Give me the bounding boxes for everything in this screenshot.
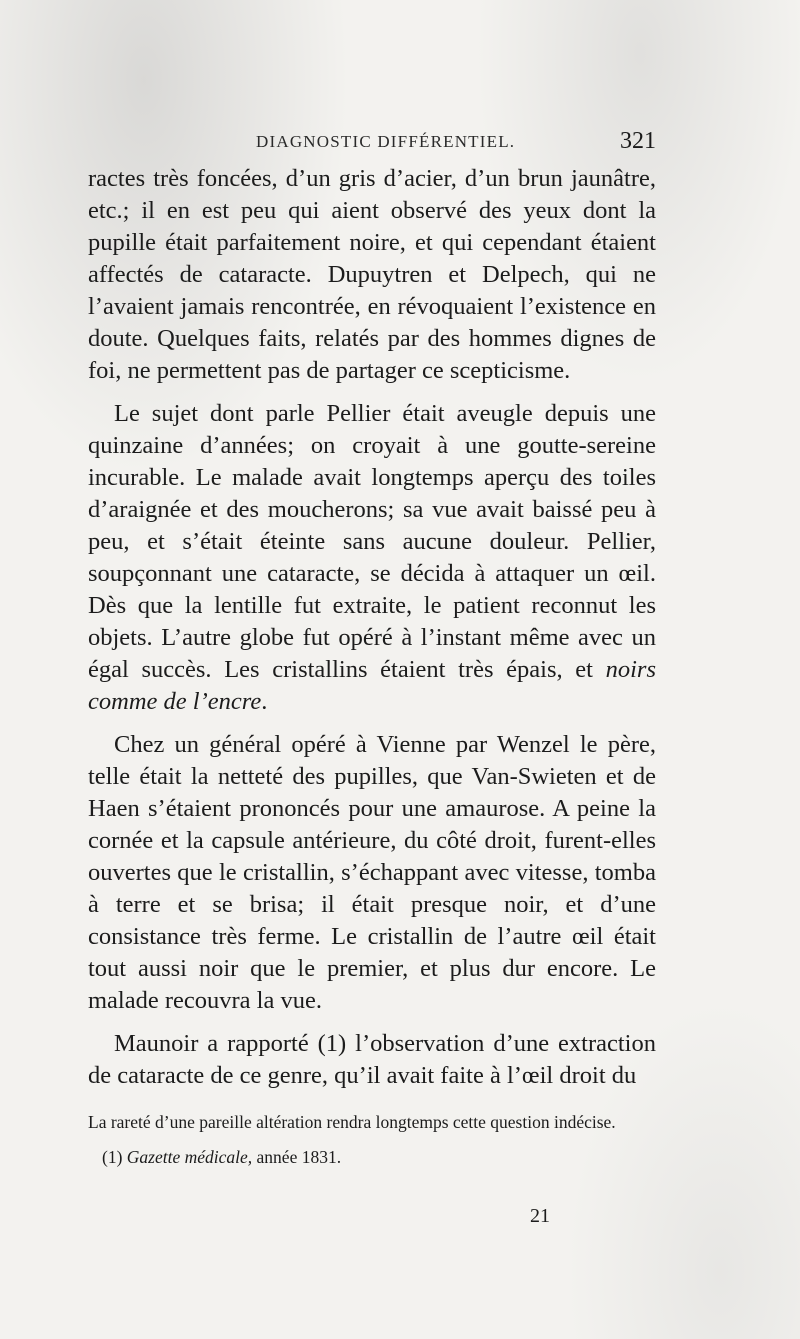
footnote-marker: (1) — [102, 1147, 123, 1167]
paragraph-2-end: . — [261, 688, 268, 715]
footnote-continuation: La rareté d’une pareille altération rendra longtemps cette question indécise. — [88, 1112, 616, 1132]
main-text — [88, 163, 656, 1103]
printer-signature: 21 — [530, 1205, 550, 1227]
paragraph-4: Maunoir a rapporté (1) l’observation d’une extraction de cataracte de ce genre, qu’il avait faite à l’œil droit du — [88, 1030, 656, 1089]
page-number: 321 — [620, 128, 656, 154]
paragraph-2 — [88, 398, 656, 718]
page-header — [88, 128, 656, 158]
footnotes — [88, 1112, 656, 1168]
footnote-year: année 1831. — [256, 1147, 342, 1167]
paragraph-3: Chez un général opéré à Vienne par Wenzel le père, telle était la netteté des pupilles, que Van-Swieten et de Haen s’étaient prononcés pour une amaurose. A peine la cornée et la capsule antérieure, du côté droit, furent-elles ouvertes que le cristallin, s’échappant avec vitesse, tomba à terre et se brisa; il était presque noir, et d’une consistance très ferme. Le cristallin de l’autre œil était tout aussi noir que le premier, et plus dur encore. Le malade recouvra la vue. — [88, 731, 656, 1014]
paragraph-2-text: Le sujet dont parle Pellier était aveugle depuis une quinzaine d’années; on croyait à une goutte-sereine incurable. Le malade avait longtemps aperçu des toiles d’araignée et des moucherons; sa vue avait baissé peu à peu, et s’était éteinte sans aucune douleur. Pellier, soupçonnant une cataracte, se décida à attaquer un œil. Dès que la lentille fut extraite, le patient reconnut les objets. L’autre globe fut opéré à l’instant même avec un égal succès. Les cristallins étaient très épais, et — [88, 400, 656, 683]
paragraph-2-italic: noirs comme de l’encre — [88, 656, 657, 715]
footnote-journal: Gazette médicale, — [126, 1147, 253, 1167]
paragraph-1: ractes très foncées, d’un gris d’acier, d’un brun jaunâtre, etc.; il en est peu qui aient observé des yeux dont la pupille était parfaitement noire, et qui cependant étaient affectés de cataracte. Dupuytren et Delpech, qui ne l’avaient jamais rencontrée, en révoquaient l’existence en doute. Quelques faits, relatés par des hommes dignes de foi, ne permettent pas de partager ce scepticisme. — [88, 165, 656, 384]
running-head: DIAGNOSTIC DIFFÉRENTIEL. — [256, 132, 516, 151]
footnote-1 — [102, 1147, 656, 1168]
